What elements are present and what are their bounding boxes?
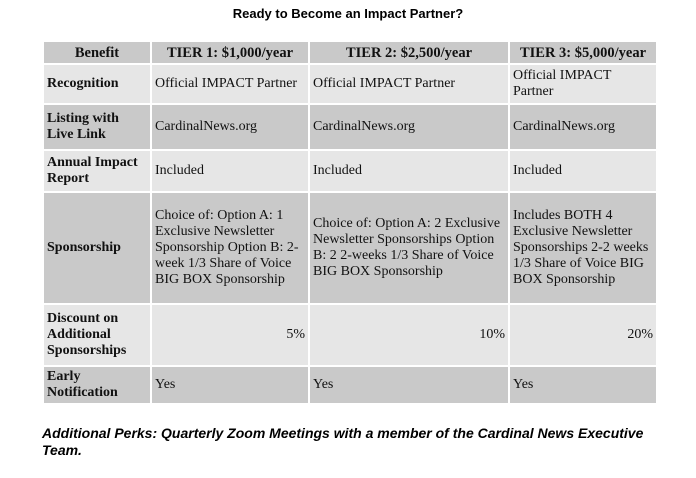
tier-2-value: CardinalNews.org bbox=[309, 104, 509, 150]
tier-3-value: Included bbox=[509, 150, 657, 192]
tier-2-value: Included bbox=[309, 150, 509, 192]
tier-1-value: Included bbox=[151, 150, 309, 192]
additional-perks-note: Additional Perks: Quarterly Zoom Meetings with a member of the Cardinal News Executive Team. bbox=[42, 425, 644, 458]
header-benefit: Benefit bbox=[43, 41, 151, 64]
tier-benefits-table bbox=[42, 40, 658, 405]
table-row-early-notification bbox=[43, 366, 657, 404]
tier-2-value: 10% bbox=[309, 304, 509, 366]
benefit-label: Recognition bbox=[43, 64, 151, 104]
tier-1-value: Yes bbox=[151, 366, 309, 404]
tier-1-value: Choice of: Option A: 1 Exclusive Newsletter Sponsorship Option B: 2-week 1/3 Share of Voice BIG BOX Sponsorship bbox=[151, 192, 309, 304]
tier-3-value: 20% bbox=[509, 304, 657, 366]
tier-2-value: Official IMPACT Partner bbox=[309, 64, 509, 104]
table-row-annual-report bbox=[43, 150, 657, 192]
tier-1-value: 5% bbox=[151, 304, 309, 366]
tier-1-value: Official IMPACT Partner bbox=[151, 64, 309, 104]
table-row-recognition bbox=[43, 64, 657, 104]
tier-3-value: Includes BOTH 4 Exclusive Newsletter Sponsorships 2-2 weeks 1/3 Share of Voice BIG BOX Sponsorship bbox=[509, 192, 657, 304]
benefit-label: Early Notification bbox=[43, 366, 151, 404]
tier-2-value: Yes bbox=[309, 366, 509, 404]
benefit-label: Discount on Additional Sponsorships bbox=[43, 304, 151, 366]
tier-1-value: CardinalNews.org bbox=[151, 104, 309, 150]
tier-3-value: Official IMPACT Partner bbox=[509, 64, 657, 104]
header-tier-2: TIER 2: $2,500/year bbox=[309, 41, 509, 64]
benefit-label: Listing with Live Link bbox=[43, 104, 151, 150]
table-row-listing bbox=[43, 104, 657, 150]
table-row-sponsorship bbox=[43, 192, 657, 304]
tier-3-value: Yes bbox=[509, 366, 657, 404]
tier-2-value: Choice of: Option A: 2 Exclusive Newsletter Sponsorships Option B: 2 2-weeks 1/3 Share of Voice BIG BOX Sponsorship bbox=[309, 192, 509, 304]
table-row-discount bbox=[43, 304, 657, 366]
header-tier-3: TIER 3: $5,000/year bbox=[509, 41, 657, 64]
benefit-label: Sponsorship bbox=[43, 192, 151, 304]
table-header-row bbox=[43, 41, 657, 64]
tier-3-value: CardinalNews.org bbox=[509, 104, 657, 150]
page-title: Ready to Become an Impact Partner? bbox=[232, 6, 464, 21]
benefit-label: Annual Impact Report bbox=[43, 150, 151, 192]
header-tier-1: TIER 1: $1,000/year bbox=[151, 41, 309, 64]
